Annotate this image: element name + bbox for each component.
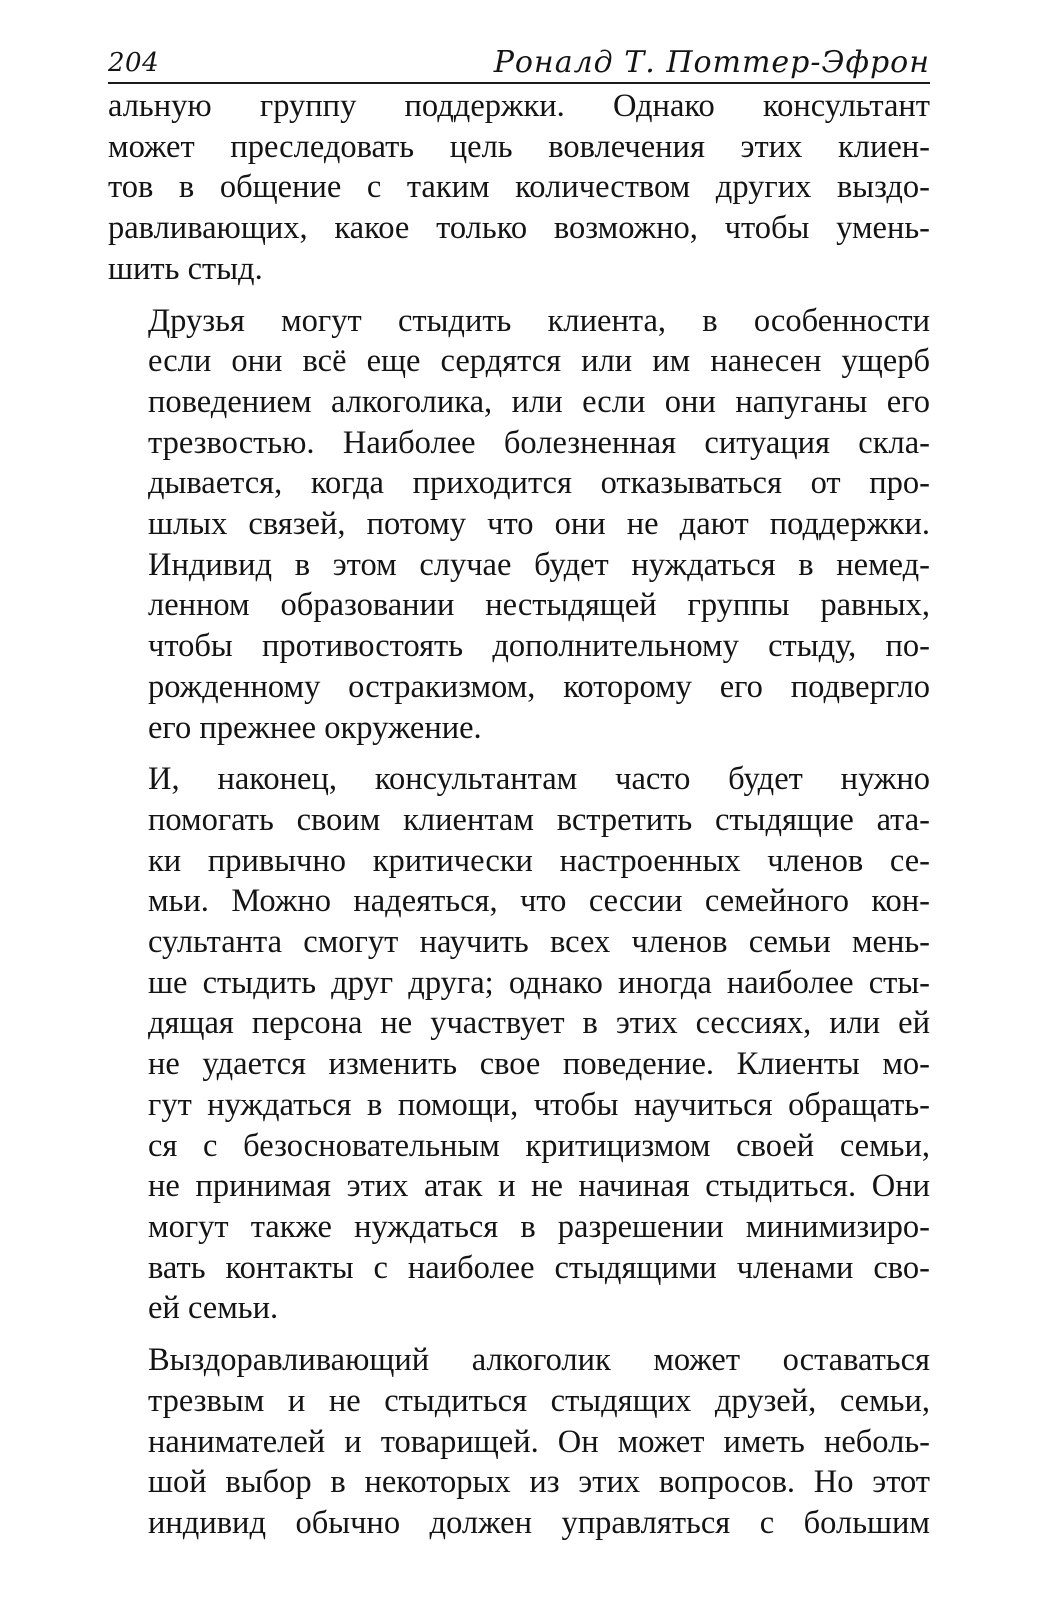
text-line: тов в общение с таким количеством других выздо- (108, 169, 930, 206)
text-line: сультанта смогут научить всех членов семьи мень- (148, 924, 930, 961)
paragraph (108, 759, 930, 1329)
text-line: шой выбор в некоторых из этих вопросов. Но этот (148, 1464, 930, 1501)
text-line: ся с безосновательным критицизмом своей семьи, (148, 1127, 930, 1164)
text-line: вать контакты с наиболее стыдящими членами сво- (148, 1249, 930, 1286)
paragraph (108, 86, 930, 290)
text-line: трезвым и не стыдиться стыдящих друзей, семьи, (148, 1382, 930, 1419)
text-line: ленном образовании нестыдящей группы равных, (148, 587, 930, 624)
paragraph (108, 1340, 930, 1544)
text-line: мьи. Можно надеяться, что сессии семейного кон- (148, 883, 930, 920)
book-page (108, 38, 930, 1544)
text-line: если они всё еще сердятся или им нанесен ущерб (148, 343, 930, 380)
text-line: Друзья могут стыдить клиента, в особенности (148, 302, 930, 339)
text-line: трезвостью. Наиболее болезненная ситуация скла- (148, 424, 930, 461)
paragraph (108, 301, 930, 749)
text-line: может преследовать цель вовлечения этих клиен- (108, 128, 930, 165)
text-line: И, наконец, консультантам часто будет нужно (148, 761, 930, 798)
text-line: шлых связей, потому что они не дают поддержки. (148, 506, 930, 543)
text-line: Индивид в этом случае будет нуждаться в немед- (148, 546, 930, 583)
text-line: ше стыдить друг друга; однако иногда наиболее сты- (148, 964, 930, 1001)
text-line: могут также нуждаться в разрешении минимизиро- (148, 1208, 930, 1245)
text-line: ки привычно критически настроенных членов се- (148, 842, 930, 879)
text-line: дывается, когда приходится отказываться от про- (148, 465, 930, 502)
text-line: не удается изменить свое поведение. Клиенты мо- (148, 1046, 930, 1083)
text-line: не принимая этих атак и не начиная стыдиться. Они (148, 1168, 930, 1205)
text-line: индивид обычно должен управляться с большим (148, 1504, 930, 1541)
text-line: помогать своим клиентам встретить стыдящие ата- (148, 801, 930, 838)
text-line: равливающих, какое только возможно, чтобы умень- (108, 210, 930, 247)
body-text (108, 86, 930, 1544)
text-line: дящая персона не участвует в этих сессиях, или ей (148, 1005, 930, 1042)
text-line: альную группу поддержки. Однако консультант (108, 88, 930, 124)
text-line: его прежнее окружение. (148, 709, 482, 746)
running-head (108, 38, 930, 84)
text-line: гут нуждаться в помощи, чтобы научиться обращать- (148, 1086, 930, 1123)
text-line: Выздоравливающий алкоголик может оставаться (148, 1342, 930, 1379)
text-line: ей семьи. (148, 1290, 279, 1327)
running-head-author: Роналд Т. Поттер-Эфрон (493, 45, 930, 80)
text-line: шить стыд. (108, 250, 263, 287)
text-line: чтобы противостоять дополнительному стыду, по- (148, 628, 930, 665)
text-line: рожденному остракизмом, которому его подвергло (148, 668, 930, 705)
text-line: поведением алкоголика, или если они напуганы его (148, 383, 930, 420)
text-line: нанимателей и товарищей. Он может иметь неболь- (148, 1423, 930, 1460)
page-number: 204 (108, 48, 160, 78)
